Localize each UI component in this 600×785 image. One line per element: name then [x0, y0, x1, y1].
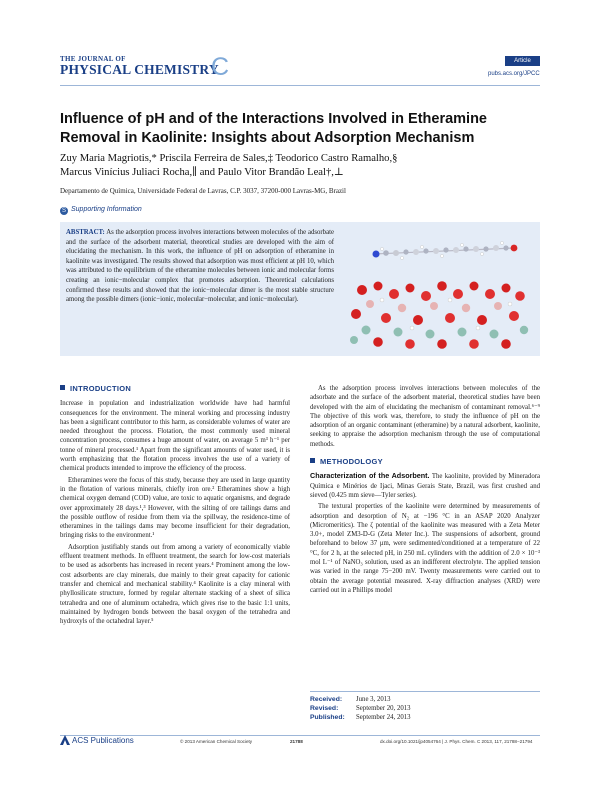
article-dates	[310, 691, 540, 722]
publisher-name: ACS Publications	[72, 736, 134, 745]
intro-paragraph-2: Etheramines were the focus of this study, because they are used in large quantity in the flotation of various minerals, chiefly iron ore.² Etheramines show a high chemical oxygen demand (COD) value, are toxic to aquatic organisms, and degrade over approximately 28 days.¹,³ However, with the silting of ore tailings dams and the possible outflow of residue from them via the spillway, the residence-time of etheramines in the tailings dams may become insufficient for their degradation, bringing risks to the environment.¹	[60, 476, 290, 540]
info-icon: S	[61, 208, 66, 214]
supporting-info-label: Supporting Information	[71, 206, 142, 213]
characterization-subhead: Characterization of the Adsorbent.	[310, 471, 430, 481]
published-date-row	[310, 713, 540, 722]
revised-label: Revised:	[310, 705, 339, 712]
acs-logo-icon	[60, 735, 70, 745]
author-line-2: Marcus Vinícius Juliaci Rocha,∥ and Paulo Vitor Brandão Leal†,⊥	[60, 167, 344, 178]
supporting-info-link[interactable]	[60, 206, 142, 215]
received-date-row	[310, 695, 540, 704]
author-list	[60, 152, 530, 180]
journal-logo	[60, 53, 230, 81]
published-date: September 24, 2013	[356, 714, 411, 721]
footer-page-number: 21788	[290, 739, 303, 744]
article-title: Influence of pH and of the Interactions Involved in Etheramine Removal in Kaolinite: Insights about Adsorption Mechanism	[60, 111, 487, 146]
introduction-heading	[60, 384, 290, 393]
objective-paragraph: As the adsorption process involves interactions between molecules of the adsorbate and the surface of the adsorbent material, theoretical studies have been developed with the aim of elucidating the mechanism of contaminant removal.⁶⁻⁹ The objective of this work was, therefore, to study the influence of pH on the adsorption of an organic contaminant (etheramine) by a natural adsorbent, kaolinite, seeking to appraise the adsorption mechanism through the use of computational methods.	[310, 385, 540, 448]
intro-paragraph-3: Adsorption justifiably stands out from among a variety of economically viable effluent treatment methods. In effluent treatment, the search for low-cost materials to be used as adsorbents has increased in recent years.⁴ Prominent among the low-cost adsorbents are clay minerals, due mainly to their great capacity for cationic transfer and chemical and mechanical stability.⁴ Kaolinite is a clay mineral with phyllosilicate structure, formed by regular alternate stacking of a sheet of silica tetrahedra and one of aluminum octahedra, which gives rise to the basic 1:1 units, maintained by hydrogen bonds between the basal oxygen of the tetrahedra and hydroxyls of the octahedral layer.⁵	[60, 543, 290, 626]
section-marker-icon	[310, 458, 315, 463]
abstract-body: As the adsorption process involves interactions between molecules of the adsorbate and the surface of the adsorbent material, theoretical studies are developed with the aim of elucidating the mechanism. In this work, the influence of pH on adsorption of etheramine in kaolinite was investigated. The results showed that adsorption was most efficient at pH 10, which was attributed to the equilibrium of the etheramine molecules between ionic and molecular forms creating an ionic−molecular complex that promotes adsorption. Theoretical calculations confirmed these results and showed that the ionic−molecular dimer is the most stable structure among the possible dimers (ionic−ionic, molecular−molecular, and ionic−molecular).	[66, 229, 334, 304]
journal-name-line1: THE JOURNAL OF	[60, 55, 126, 63]
section-marker-icon	[60, 385, 65, 390]
methodology-heading	[310, 457, 540, 466]
abstract-label: ABSTRACT:	[66, 229, 105, 236]
received-date: June 3, 2013	[356, 696, 391, 703]
left-column	[60, 384, 290, 628]
revised-date: September 20, 2013	[356, 705, 411, 712]
characterization-text: The kaolinite, provided by Mineradora Química e Minérios de Ijaci, Minas Gerais State, Brazil, was first crushed and sieved (0.425 mm sieve—Tyler series).	[310, 473, 540, 499]
footer-citation[interactable]: dx.doi.org/10.1021/jp4054764 | J. Phys. Chem. C 2013, 117, 21788−21794	[380, 739, 533, 744]
intro-paragraph-1: Increase in population and industrialization worldwide have had harmful consequences for the environment. The mineral working and processing industry has been a significant contributor to this harm, as considerable volumes of water are needed throughout the process. Flotation, the most commonly used mineral concentration process, consumes a huge amount of water, on average 5 m³ h⁻¹ per tonne of mineral processed.¹ Apart from the significant amounts of water used, it is worth emphasizing that the flotation process involves the use of a variety of chemical products intended to improve the efficiency of the process.	[60, 400, 290, 473]
acs-publications-logo	[60, 735, 134, 745]
author-line-1: Zuy Maria Magriotis,* Priscila Ferreira de Sales,‡ Teodorico Castro Ramalho,§	[60, 153, 398, 164]
affiliation: Departamento de Química, Universidade Federal de Lavras, C.P. 3037, 37200-000 Lavras-MG, Brazil	[60, 187, 346, 195]
header-divider	[60, 85, 540, 86]
received-label: Received:	[310, 696, 343, 703]
textural-properties-paragraph: The textural properties of the kaolinite were determined by measurements of adsorption and desorption of N₂ at −196 °C in an ASAP 2020 Analyzer (Micromeritics). The ζ potential of the kaolinite was measured with a Zeta Meter 3.0+, model ZM3-D-G (Zeta Meter Inc.). The suspensions of adsorbent, ground beforehand to below 37 μm, were sedimented/conditioned at a temperature of 22 °C, for 2 h, at the selected pH, in 250 mL cylinders with the addition of 2.0 × 10⁻³ mol L⁻¹ of NaNO₃ solution, used as an indifferent electrolyte. The applied tension was varied in the range 75−200 mV. Twenty measurements were carried out to obtain the average potential measured. X-ray diffraction analyses (XRD) were carried out in a Phillips model	[310, 503, 540, 594]
published-label: Published:	[310, 714, 345, 721]
journal-url-link[interactable]: pubs.acs.org/JPCC	[488, 71, 540, 77]
journal-letter: C	[211, 53, 230, 81]
revised-date-row	[310, 704, 540, 713]
article-type-badge: Article	[505, 56, 540, 66]
journal-name-line2: PHYSICAL CHEMISTRY	[60, 62, 219, 77]
toc-graphic-molecular-model	[342, 228, 535, 352]
right-column	[310, 384, 540, 597]
characterization-paragraph	[310, 471, 540, 500]
introduction-heading-text: INTRODUCTION	[70, 384, 132, 393]
methodology-heading-text: METHODOLOGY	[320, 457, 383, 467]
abstract	[66, 228, 334, 305]
footer-copyright: © 2013 American Chemical Society	[180, 739, 253, 744]
